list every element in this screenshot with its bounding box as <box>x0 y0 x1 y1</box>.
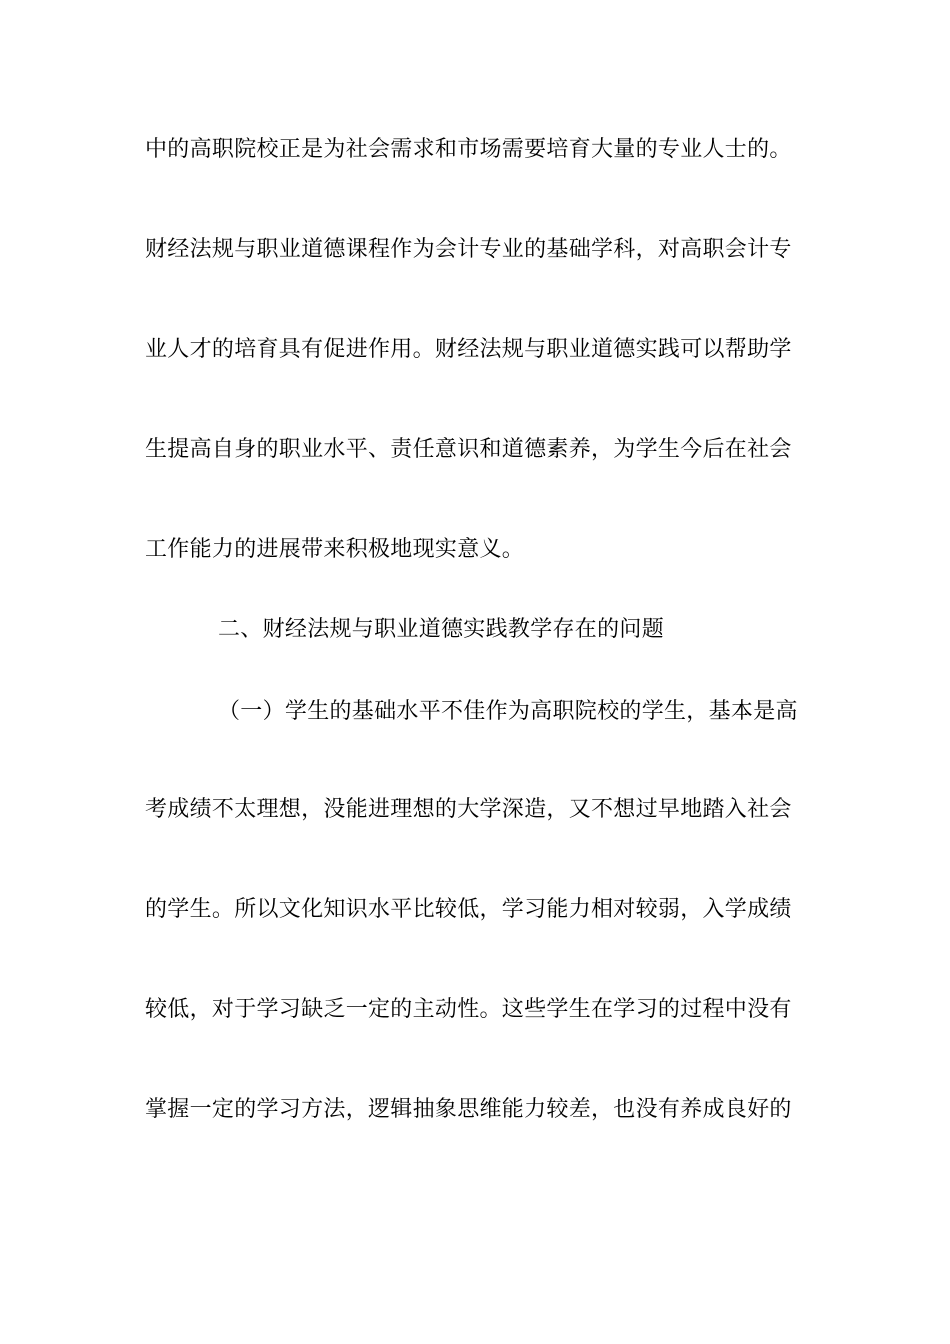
subsection-line-5: 掌握一定的学习方法，逻辑抽象思维能力较差，也没有养成良好的 <box>145 1097 792 1122</box>
subsection-line-1: （一）学生的基础水平不佳作为高职院校的学生，基本是高 <box>218 699 798 724</box>
section-heading: 二、财经法规与职业道德实践教学存在的问题 <box>218 617 665 642</box>
paragraph-line-1: 中的高职院校正是为社会需求和市场需要培育大量的专业人士的。 <box>145 137 792 162</box>
paragraph-line-4: 生提高自身的职业水平、责任意识和道德素养，为学生今后在社会 <box>145 437 792 462</box>
subsection-line-2: 考成绩不太理想，没能进理想的大学深造，又不想过早地踏入社会 <box>145 797 792 822</box>
paragraph-line-3: 业人才的培育具有促进作用。财经法规与职业道德实践可以帮助学 <box>145 337 792 362</box>
paragraph-line-2: 财经法规与职业道德课程作为会计专业的基础学科，对高职会计专 <box>145 237 792 262</box>
paragraph-line-5: 工作能力的进展带来积极地现实意义。 <box>145 537 525 562</box>
subsection-line-4: 较低，对于学习缺乏一定的主动性。这些学生在学习的过程中没有 <box>145 997 792 1022</box>
subsection-line-3: 的学生。所以文化知识水平比较低，学习能力相对较弱，入学成绩 <box>145 897 792 922</box>
